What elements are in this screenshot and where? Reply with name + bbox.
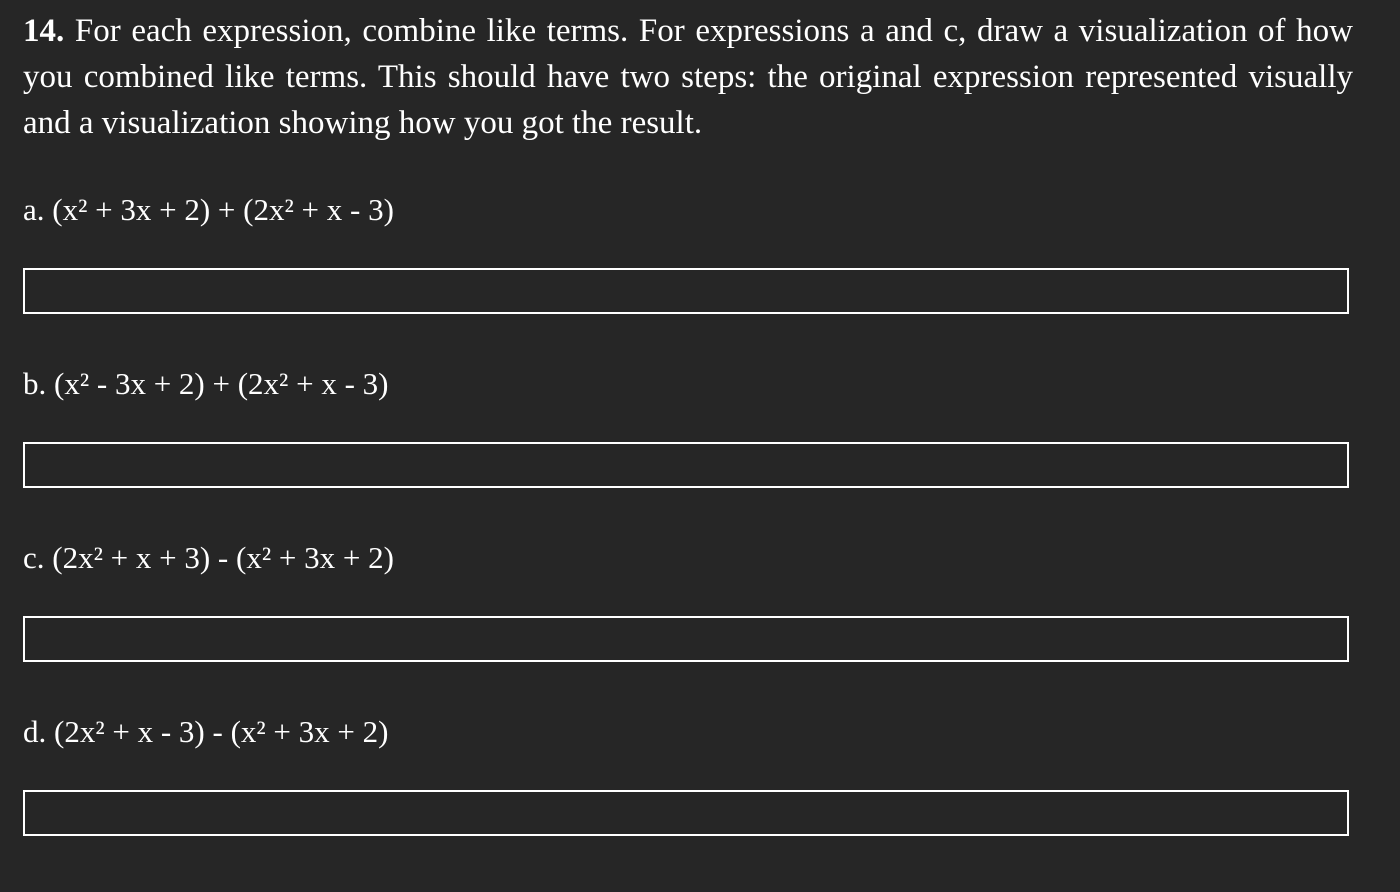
part-label: a. xyxy=(23,192,45,227)
expression-text: (2x² + x - 3) - (x² + 3x + 2) xyxy=(54,714,389,749)
part-d-expression xyxy=(23,712,388,752)
part-b-expression xyxy=(23,364,388,404)
expression-text: (x² + 3x + 2) + (2x² + x - 3) xyxy=(52,192,394,227)
part-a-answer-input[interactable] xyxy=(23,268,1349,314)
part-label: d. xyxy=(23,714,47,749)
part-label: b. xyxy=(23,366,47,401)
part-d-answer-input[interactable] xyxy=(23,790,1349,836)
part-label: c. xyxy=(23,540,45,575)
expression-text: (x² - 3x + 2) + (2x² + x - 3) xyxy=(54,366,389,401)
question-prompt xyxy=(23,8,1353,146)
part-b-answer-input[interactable] xyxy=(23,442,1349,488)
question-text: For each expression, combine like terms. For expressions a and c, draw a visualization of how you combined like terms. This should have two steps: the original expression represented visually and a visualization showing how you got the result. xyxy=(23,13,1353,141)
question-number: 14. xyxy=(23,13,65,49)
expression-text: (2x² + x + 3) - (x² + 3x + 2) xyxy=(52,540,394,575)
part-c-answer-input[interactable] xyxy=(23,616,1349,662)
part-c-expression xyxy=(23,538,394,578)
part-a-expression xyxy=(23,190,394,230)
